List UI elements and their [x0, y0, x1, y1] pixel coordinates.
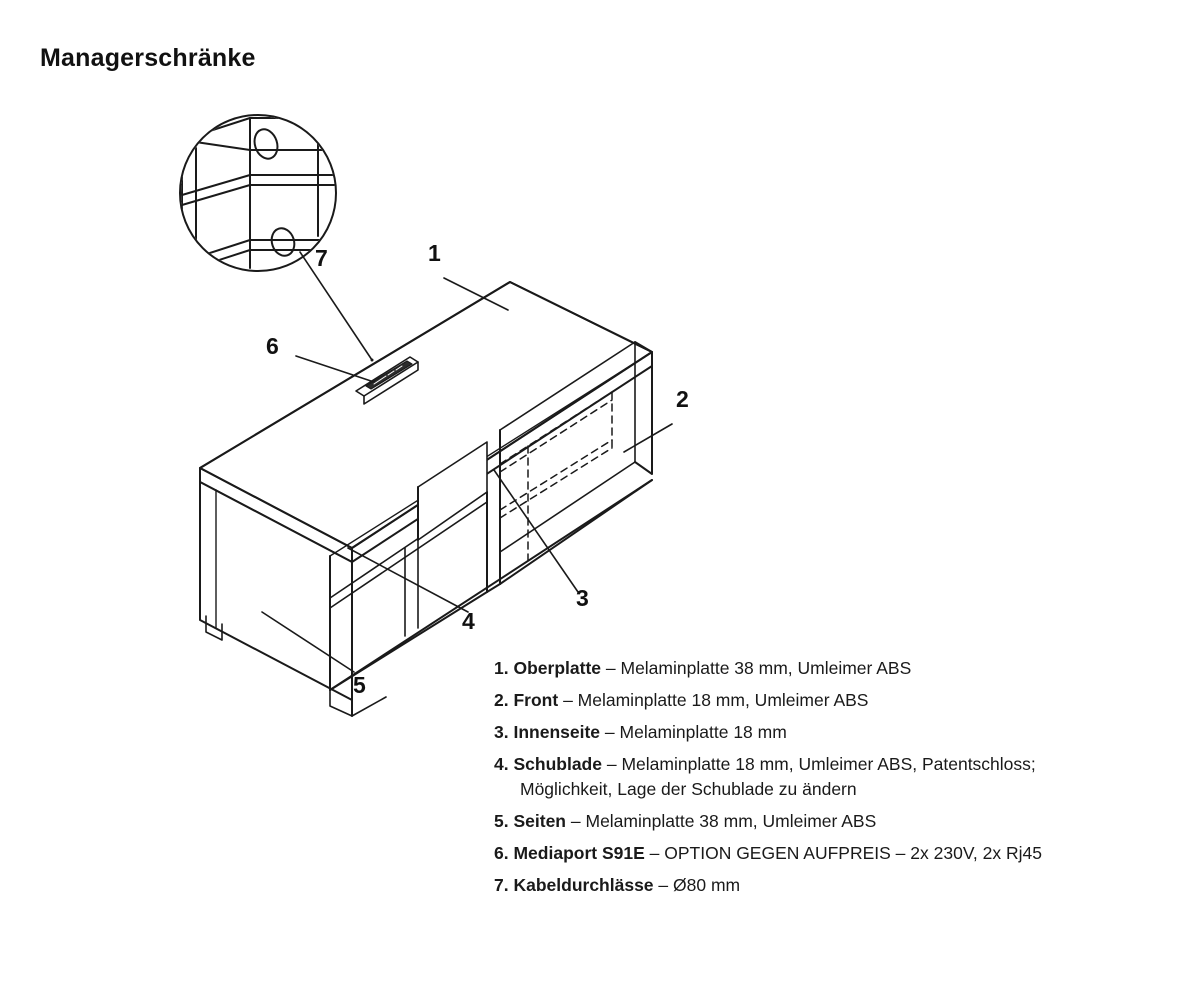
- legend-list: [494, 655, 1174, 904]
- legend-term: Front: [513, 690, 559, 711]
- legend-term: Seiten: [513, 810, 567, 831]
- leader-line-7: [300, 252, 372, 360]
- legend-desc-continued: Möglichkeit, Lage der Schublade zu ändern: [520, 778, 857, 799]
- legend-desc: – Melaminplatte 18 mm, Umleimer ABS: [563, 690, 869, 711]
- callout-4: 4: [462, 608, 475, 634]
- legend-desc: – OPTION GEGEN AUFPREIS – 2x 230V, 2x Rj45: [649, 843, 1042, 864]
- legend-term: Innenseite: [513, 722, 601, 743]
- legend-item-3: [494, 719, 1174, 746]
- legend-term: Kabeldurchlässe: [513, 875, 654, 896]
- legend-index: 7.: [494, 875, 509, 896]
- legend-item-1: [494, 655, 1174, 682]
- legend-item-2: [494, 687, 1174, 714]
- legend-index: 5.: [494, 810, 509, 831]
- callout-6: 6: [266, 333, 279, 359]
- legend-index: 2.: [494, 690, 509, 711]
- legend-index: 1.: [494, 658, 509, 678]
- page-title: Managerschränke: [40, 44, 256, 72]
- legend-item-7: [494, 872, 1174, 899]
- legend-term: Mediaport S91E: [513, 843, 645, 864]
- callout-7: 7: [315, 245, 328, 271]
- callout-5: 5: [353, 672, 366, 698]
- legend-term: Schublade: [513, 754, 602, 775]
- legend-index: 3.: [494, 722, 509, 743]
- legend-index: 4.: [494, 754, 509, 775]
- cable-outlet-marker: [372, 360, 373, 361]
- callout-3: 3: [576, 585, 589, 611]
- legend-item-4: [494, 751, 1174, 802]
- legend-desc: – Melaminplatte 18 mm, Umleimer ABS, Patentschloss;: [606, 754, 1036, 775]
- legend-term: Oberplatte: [513, 658, 602, 678]
- legend-desc: – Ø80 mm: [658, 875, 741, 896]
- legend-desc: – Melaminplatte 38 mm, Umleimer ABS: [570, 810, 877, 831]
- legend-index: 6.: [494, 843, 509, 864]
- legend-item-6: [494, 840, 1174, 867]
- legend-item-5: [494, 808, 1174, 835]
- callout-1: 1: [428, 240, 441, 266]
- callout-2: 2: [676, 386, 689, 412]
- legend-desc: – Melaminplatte 38 mm, Umleimer ABS: [605, 658, 912, 678]
- legend-desc: – Melaminplatte 18 mm: [604, 722, 787, 743]
